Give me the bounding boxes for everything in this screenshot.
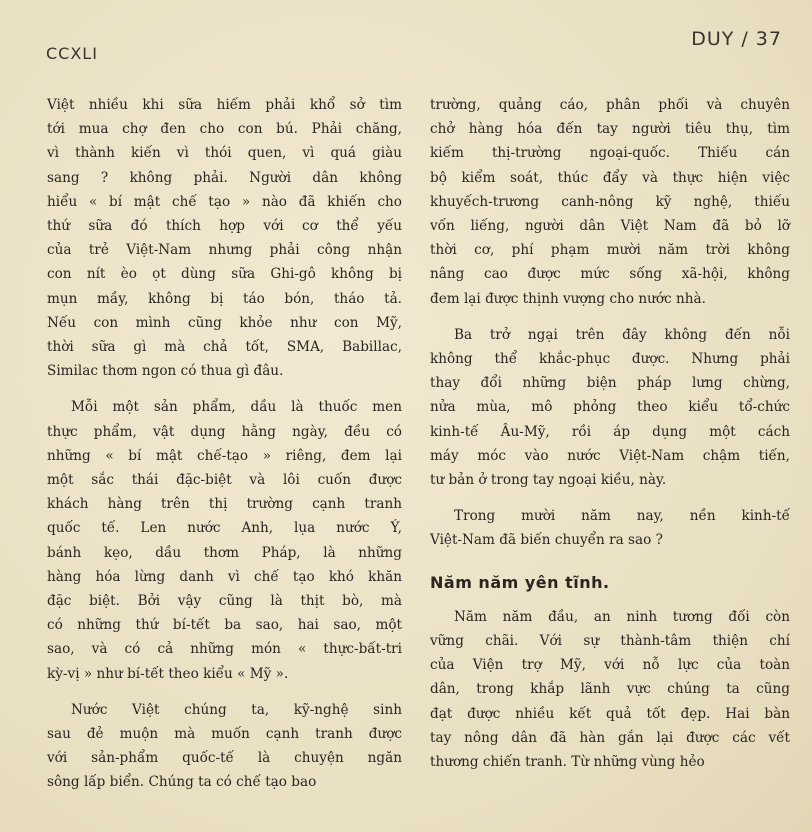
text-line: Nước Việt chúng ta, kỹ-nghệ sinh [71,701,402,718]
text-line: Việt-Nam đã biến chuyển ra sao ? [430,532,663,549]
paragraph [47,93,402,383]
text-line: dân, trong khắp lãnh vực chúng ta cũng [430,681,790,698]
text-line: chở hàng hóa đến tay người tiêu thụ, tìm [430,121,790,138]
text-line: nửa mùa, mô phỏng theo kiểu tổ-chức [430,399,790,416]
text-line: thời cơ, phí phạm mười năm trời không [430,242,790,259]
text-line: máy móc vào nước Việt-Nam chậm tiến, [430,447,790,464]
right-column [430,93,790,774]
text-line: tay nông dân đã hàn gắn lại được các vết [430,729,790,746]
text-line: thứ sữa đó thích hợp với cơ thể yếu [47,218,402,235]
chapter-number: CCXLI [46,44,98,63]
text-line: thay đổi những biện pháp lưng chừng, [430,375,790,392]
text-line: hàng hóa lừng danh vì chế tạo khó khăn [47,568,402,585]
text-line: kiếm thị-trường ngoại-quốc. Thiếu cán [430,145,790,162]
text-line: có những thứ bí-tết ba sao, hai sao, một [47,617,402,634]
text-line: sao, và có cả những món « thực-bất-tri [47,641,402,658]
text-line: thương chiến tranh. Từ những vùng hẻo [430,754,705,771]
text-line: Mỗi một sản phẩm, dầu là thuốc men [71,399,402,416]
text-line: thực phẩm, vật dụng hằng ngày, đều có [47,423,402,440]
text-line: hiểu « bí mật chế tạo » nào đã khiến cho [47,193,402,210]
text-line: khuyếch-trương canh-nông kỹ nghệ, thiếu [430,193,790,210]
text-line: sông lấp biển. Chúng ta có chế tạo bao [47,774,317,791]
text-line: thời sữa gì mà chả tốt, SMA, Babillac, [47,339,402,356]
text-line: trường, quảng cáo, phân phối và chuyên [430,97,790,113]
text-line: đem lại được thịnh vượng cho nước nhà. [430,290,706,307]
text-line: đặc biệt. Bởi vậy cũng là thịt bò, mà [47,593,402,610]
text-line: mụn mầy, không bị táo bón, tháo tả. [47,290,402,307]
text-line: Nếu con mình cũng khỏe như con Mỹ, [47,314,402,331]
text-line: vững chãi. Với sự thành-tâm thiện chí [430,633,790,650]
text-line: một sắc thái đặc-biệt và lôi cuốn được [47,472,402,489]
text-line: sau đẻ muộn mà muốn cạnh tranh được [47,726,402,743]
text-line: vốn liếng, người dân Việt Nam đã bỏ lỡ [430,218,790,235]
running-title: DUY / 37 [691,28,782,50]
text-line: tư bản ở trong tay ngoại kiều, này. [430,472,667,489]
text-line: bộ kiểm soát, thúc đẩy và thực hiện việc [430,169,790,186]
text-line: những « bí mật chế-tạo » riêng, đem lại [47,447,402,464]
paragraph [430,504,790,552]
section-heading: Năm năm yên tĩnh. [430,572,610,592]
text-line: tới mua chợ đen cho con bú. Phải chăng, [47,121,402,138]
text-line: kinh-tế Âu-Mỹ, rồi áp dụng một cách [430,423,790,440]
text-line: của Viện trợ Mỹ, với nỗ lực của toàn [430,657,790,674]
text-line: không thể khắc-phục được. Nhưng phải [430,351,790,368]
paragraph [47,395,402,685]
text-line: đạt được nhiều kết quả tốt đẹp. Hai bàn [430,705,790,722]
paragraph [47,698,402,795]
text-line: quốc tế. Len nước Anh, lụa nước Ý, [47,520,402,537]
text-line: bánh kẹo, dầu thơm Pháp, là những [47,544,402,561]
text-line: con nít èo ọt dùng sữa Ghi-gô không bị [47,266,402,283]
text-line: khách hàng trên thị trường cạnh tranh [47,496,402,513]
text-line: nâng cao được mức sống xã-hội, không [430,266,790,283]
paragraph [430,323,790,492]
text-line: Trong mười năm nay, nền kinh-tế [454,508,790,525]
left-column [47,93,402,795]
text-line: Năm năm đầu, an ninh tương đối còn [454,608,790,625]
text-line: Ba trở ngại trên đây không đến nỗi [454,326,790,343]
text-line: với sản-phẩm quốc-tế là chuyện ngăn [47,750,402,767]
paragraph [430,93,790,311]
text-line: kỳ-vị » như bí-tết theo kiểu « Mỹ ». [47,665,289,682]
text-line: của trẻ Việt-Nam nhưng phải công nhận [47,242,402,259]
text-line: sang ? không phải. Người dân không [47,169,402,186]
text-line: vì thành kiến vì thói quen, vì quá giàu [47,145,402,162]
paragraph [430,605,790,774]
text-line: Việt nhiều khi sữa hiếm phải khổ sở tìm [47,97,402,113]
text-line: Similac thơm ngon có thua gì đâu. [47,363,284,380]
